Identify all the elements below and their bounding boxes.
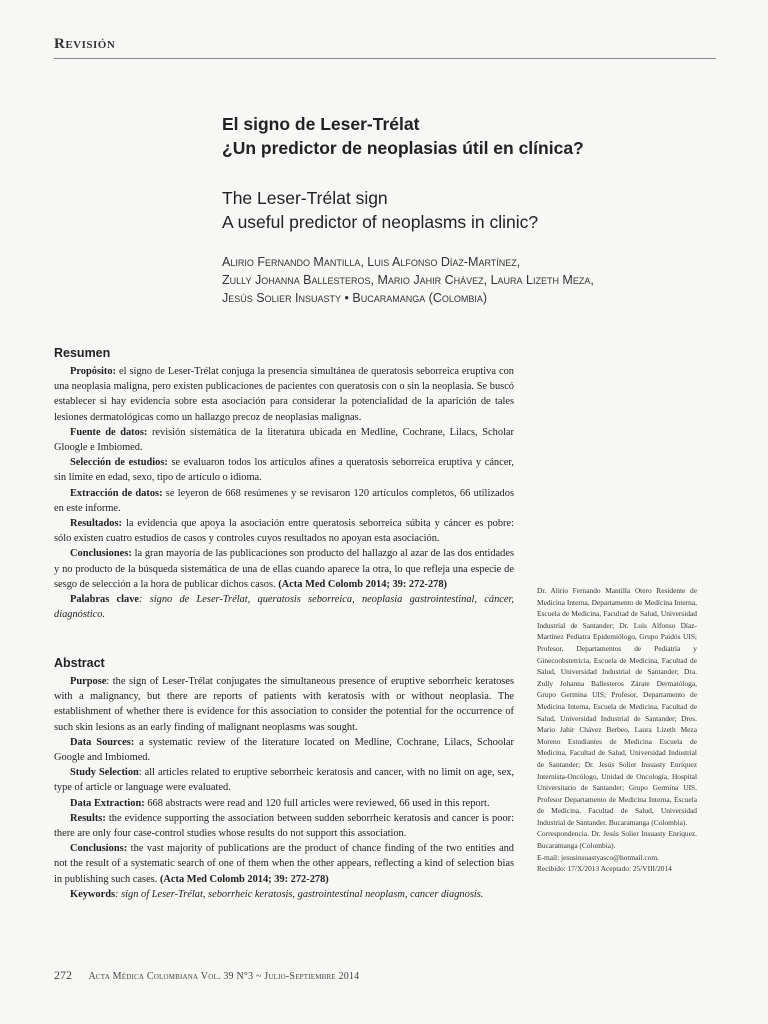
title-english-line2: A useful predictor of neoplasms in clinic? [222, 212, 539, 232]
resumen-resultados: Resultados: la evidencia que apoya la asociación entre queratosis seborreica súbita y cáncer es pobre: sólo existen cuatro estudios de casos y controles cuyos resultados no apoyan esta asociación. [54, 518, 514, 545]
resumen-section [54, 345, 514, 622]
resumen-extraccion: Extracción de datos: se leyeron de 668 resúmenes y se revisaron 120 artículos completos, 66 utilizados en este informe. [54, 487, 514, 514]
page-footer [54, 968, 359, 983]
author-list [222, 253, 722, 307]
title-spanish-line1: El signo de Leser-Trélat [222, 114, 420, 134]
author-line: Alirio Fernando Mantilla, Luis Alfonso Díaz-Martínez, [222, 255, 521, 269]
resumen-heading: Resumen [54, 346, 111, 360]
resumen-seleccion: Selección de estudios: se evaluaron todos los artículos afines a queratosis seborreica eruptiva y cáncer, sin límite en edad, sexo, tipo de artículo o idioma. [54, 457, 514, 484]
abstract-results: Results: the evidence supporting the association between sudden seborrheic keratosis and cancer is poor: there are only four case-control studies whose results do not support this association. [54, 812, 514, 840]
resumen-palabras-clave: Palabras clave: signo de Leser-Trélat, queratosis seborreica, neoplasia gastrointestinal, cáncer, diagnóstico. [54, 594, 514, 621]
abstract-data-extraction: Data Extraction: 668 abstracts were read and 120 full articles were reviewed, 66 used in this report. [70, 797, 490, 809]
author-affiliations-sidebar [537, 585, 697, 875]
journal-citation: Acta Médica Colombiana Vol. 39 N°3 ~ Julio-Septiembre 2014 [88, 971, 360, 982]
abstract-data-sources: Data Sources: a systematic review of the literature located on Medline, Cochrane, Lilacs, Schoolar Google and Imbiomed. [54, 736, 514, 764]
section-label: Revisión [54, 36, 116, 52]
affiliations-text: Dr. Alirio Fernando Mantilla Otero Residente de Medicina Interna, Departamento de Medicina Interna, Escuela de Medicina, Facultad de Salud, Universidad Industrial de Santander; Dr. Luis Alfonso Díaz-Martínez Pediatra Epidemiólogo, Grupo Paidós UIS; Profesor, Departamentos de Pediatría y Ginecoobstetricia, Escuela de Medicina, Facultad de Salud, Universidad Industrial de Santander; Dra. Zully Johanna Ballesteros Zárate Dermatóloga, Grupo Germina UIS; Profesor, Departamento de Medicina Interna, Escuela de Medicina, Facultad de Salud, Universidad Industrial de Santander; Dres. Mario Jahir Chávez Berbeo, Laura Lizeth Meza Moreno Estudiantes de Medicina Escuela de Medicina, Facultad de Salud, Universidad Industrial de Santander; Dr. Jesús Solier Insuasty Enríquez Internista-Oncólogo, Unidad de Oncología, Hospital Universitario de Santander; Grupo Germina UIS. Profesor Departamento de Medicina Interna, Escuela de Medicina, Facultad de Salud, Universidad Industrial de Santander. Bucaramanga (Colombia). [537, 586, 697, 827]
abstract-conclusions: Conclusions: the vast majority of publications are the product of chance finding of the two entities and not the result of a systematic search of one of them when the other appears, reflecting a kind of selection bias in publishing such cases. (Acta Med Colomb 2014; 39: 272-278) [54, 843, 514, 885]
abstract-heading: Abstract [54, 656, 105, 670]
resumen-citation: (Acta Med Colomb 2014; 39: 272-278) [278, 578, 448, 590]
abstract-study-selection: Study Selection: all articles related to eruptive seborrheic keratosis and cancer, with no limit on age, sex, type of article or language were evaluated. [54, 767, 514, 794]
resumen-fuente: Fuente de datos: revisión sistemática de la literatura ubicada en Medline, Cochrane, Lilacs, Scholar Gloogle e Imbiomed. [54, 426, 514, 454]
title-spanish-line2: ¿Un predictor de neoplasias útil en clínica? [222, 138, 584, 158]
received-accepted-dates: Recibido: 17/X/2013 Aceptado: 25/VIII/2014 [537, 864, 672, 874]
abstract-section [54, 655, 514, 902]
abstract-keywords: Keywords: sign of Leser-Trélat, seborrheic keratosis, gastrointestinal neoplasm, cancer diagnosis. [70, 888, 484, 900]
page-number: 272 [54, 968, 72, 982]
title-english [222, 186, 538, 234]
title-english-line1: The Leser-Trélat sign [222, 188, 388, 208]
header-rule [54, 58, 716, 59]
abstract-citation: (Acta Med Colomb 2014; 39: 272-278) [159, 873, 329, 885]
author-line: Jesús Solier Insuasty • Bucaramanga (Colombia) [222, 291, 488, 305]
author-line: Zully Johanna Ballesteros, Mario Jahir Chávez, Laura Lizeth Meza, [222, 273, 594, 287]
correspondence-text: Correspondencia. Dr. Jesús Solier Insuasty Enríquez. Bucaramanga (Colombia). [537, 829, 697, 851]
title-spanish [222, 112, 584, 160]
email-text: E-mail: jesusinsuastyasco@hotmail.com. [537, 852, 659, 862]
abstract-purpose: Purpose: the sign of Leser-Trélat conjugates the simultaneous presence of eruptive seborrheic keratoses with a malignancy, but there are reports of patients with keratosis with or without neoplasia. The establishment of whether there is evidence for this association to consider the potential for the occurrence of such skin lesions as an early finding of malignant neoplasms was sought. [54, 676, 514, 733]
resumen-proposito: Propósito: el signo de Leser-Trélat conjuga la presencia simultánea de queratosis seborreica eruptiva con una neoplasia maligna, pero existen publicaciones de pacientes con queratosis con o sin la neoplasia. Se buscó establecer si hay evidencia sobre esta asociación para considerar la potencialidad de la aparición de tales lesiones dermatológicas como un hallazgo precoz de neoplasias malignas. [54, 366, 514, 423]
resumen-conclusiones: Conclusiones: la gran mayoría de las publicaciones son producto del hallazgo al azar de las dos entidades y no producto de la búsqueda sistemática de una de ellas cuando aparece la otra, lo que refleja una especie de sesgo de selección a la hora de publicar dichos casos. (Acta Med Colomb 2014; 39: 272-278) [54, 548, 514, 590]
